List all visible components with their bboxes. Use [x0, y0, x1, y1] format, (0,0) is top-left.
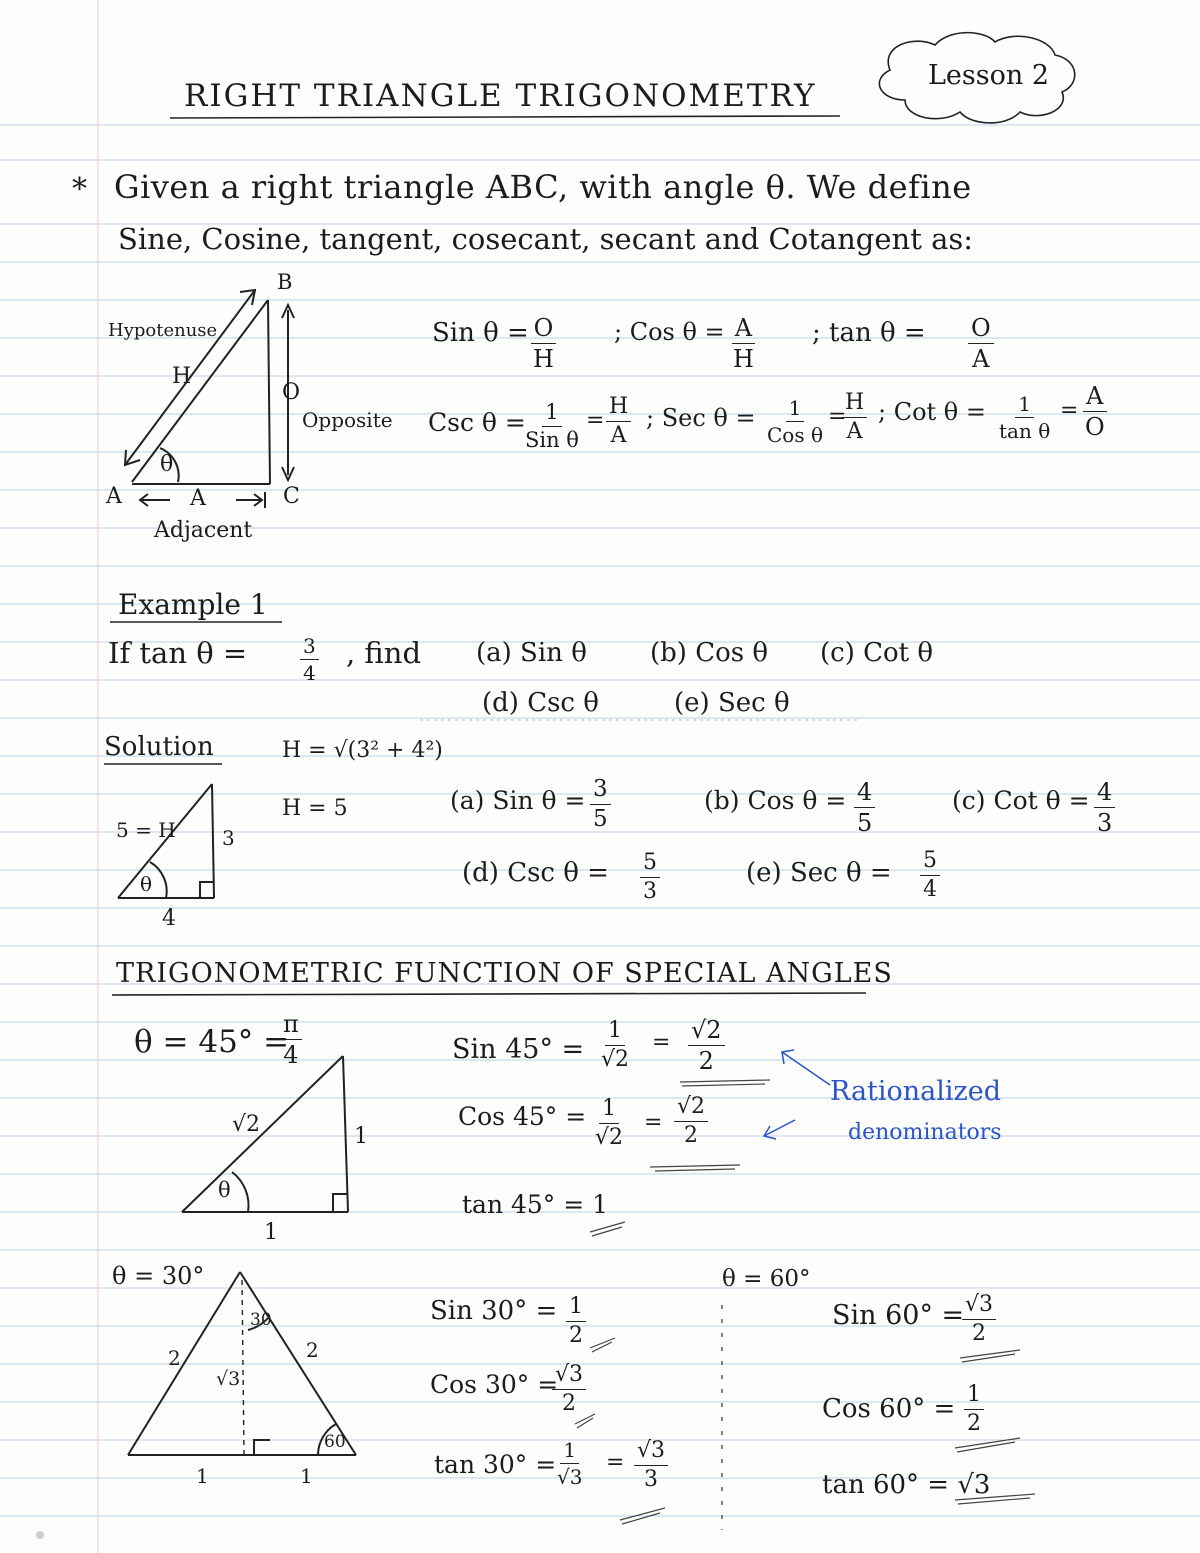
cot-def-lhs: ; Cot θ = — [878, 398, 986, 426]
angle-45-label: θ = 45° = — [134, 1024, 290, 1060]
sol-c-num: 4 — [1094, 780, 1115, 808]
special-heading: TRIGONOMETRIC FUNCTION OF SPECIAL ANGLES — [116, 958, 893, 989]
angle-30-label: θ = 30° — [112, 1262, 205, 1290]
tan30-den2: 3 — [644, 1467, 658, 1492]
tan-def-frac — [968, 316, 994, 371]
cos30-lhs: Cos 30° = — [430, 1370, 559, 1399]
rationalized-label-1: Rationalized — [830, 1076, 1002, 1107]
sol-d-frac — [640, 852, 660, 903]
bullet-star: * — [72, 172, 87, 207]
sol-b-num: 4 — [854, 780, 875, 808]
vertex-b: B — [277, 270, 293, 294]
sol-b-den: 5 — [857, 809, 873, 837]
cot-def-frac2 — [1082, 384, 1108, 439]
cos45-eq: = — [644, 1110, 663, 1135]
tan30-num: 1 — [560, 1440, 579, 1464]
cos60-lhs: Cos 60° = — [822, 1394, 956, 1424]
pi-den: 4 — [283, 1041, 299, 1069]
cot-def-den2: O — [1085, 413, 1105, 441]
csc-def-den: Sin θ — [525, 428, 579, 452]
example-part-c: (c) Cot θ — [820, 638, 934, 668]
sol-a-lhs: (a) Sin θ = — [450, 786, 586, 815]
cos45-frac2 — [674, 1096, 708, 1147]
cos30-frac — [552, 1364, 586, 1415]
sec-def-den: Cos θ — [767, 423, 824, 447]
rationalized-label-2: denominators — [848, 1120, 1002, 1145]
hypotenuse-label: Hypotenuse — [108, 320, 218, 341]
sec-def-den2: A — [846, 419, 863, 444]
cos45-num: 1 — [599, 1098, 619, 1124]
sin-def-lhs: Sin θ = — [432, 318, 529, 348]
tan30-eq: = — [606, 1450, 625, 1475]
cos30-num: √3 — [552, 1364, 586, 1390]
tri-30-label: 30 — [250, 1310, 272, 1330]
sol-a-den: 5 — [593, 806, 608, 832]
csc-def-num2: H — [606, 396, 631, 422]
solution-h-value: H = 5 — [282, 796, 348, 821]
sol-c-den: 3 — [1097, 809, 1113, 837]
cos-def-num: A — [732, 316, 755, 344]
sin60-num: √3 — [962, 1294, 996, 1320]
vertex-a: A — [106, 484, 122, 509]
sin30-frac — [566, 1296, 586, 1347]
sin45-num2: √2 — [688, 1018, 725, 1046]
cos-def-frac — [730, 316, 757, 371]
sol-d-num: 5 — [640, 852, 660, 878]
rationalized-arrows — [764, 1050, 830, 1139]
sec-def-frac1 — [764, 398, 826, 445]
special-underline — [112, 993, 866, 995]
cos-def-den: H — [733, 345, 754, 373]
lesson-label: Lesson 2 — [928, 60, 1050, 91]
sol-b-lhs: (b) Cos θ = — [704, 786, 847, 815]
solution-h-formula: H = √(3² + 4²) — [282, 738, 443, 763]
tri-base-1b: 1 — [300, 1464, 313, 1488]
tri45-hyp: √2 — [232, 1112, 261, 1137]
sol-a-num: 3 — [590, 778, 611, 805]
sin-def-num: O — [531, 316, 557, 344]
sin-def-frac — [530, 316, 557, 371]
cot-def-eq: = — [1060, 398, 1079, 423]
sol-d-den: 3 — [643, 879, 657, 904]
example-tan-num: 3 — [300, 636, 319, 660]
sol-tri-hyp: 5 = H — [116, 818, 176, 842]
cot-def-num2: A — [1083, 384, 1106, 412]
sol-e-frac — [920, 850, 940, 901]
sin30-num: 1 — [566, 1296, 586, 1322]
tan-def-num: O — [968, 316, 994, 344]
tri-60-label: 60 — [324, 1432, 346, 1452]
cos45-num2: √2 — [674, 1096, 708, 1122]
sin45-eq: = — [652, 1030, 671, 1055]
sin30-den: 2 — [569, 1323, 583, 1348]
adjacent-label: Adjacent — [154, 518, 253, 543]
sin30-lhs: Sin 30° = — [430, 1296, 558, 1326]
csc-def-frac2 — [606, 396, 631, 447]
cos45-frac1 — [592, 1098, 626, 1149]
csc-def-eq: = — [586, 408, 605, 433]
sol-d-lhs: (d) Csc θ = — [462, 858, 609, 888]
sin60-den: 2 — [972, 1321, 986, 1346]
tri-side-2a: 2 — [168, 1346, 181, 1370]
sol-c-lhs: (c) Cot θ = — [952, 786, 1090, 815]
cos45-lhs: Cos 45° = — [458, 1102, 587, 1131]
tan30-frac1 — [554, 1440, 585, 1487]
cos45-den: √2 — [595, 1125, 624, 1150]
tri-side-2b: 2 — [306, 1338, 319, 1362]
sin45-num: 1 — [605, 1020, 625, 1046]
tri-base-1a: 1 — [196, 1464, 209, 1488]
opp-letter: O — [282, 380, 301, 405]
tan-def-den: A — [972, 345, 990, 373]
sol-tri-adj: 4 — [162, 906, 176, 931]
punch-hole — [36, 1531, 44, 1539]
sol-e-den: 4 — [923, 877, 937, 902]
title-underline — [170, 116, 840, 118]
sol-e-num: 5 — [920, 850, 940, 876]
sec-def-eq: = — [828, 404, 847, 429]
example-find: , find — [346, 636, 422, 670]
cos45-den2: 2 — [684, 1123, 698, 1148]
sin45-frac2 — [688, 1018, 725, 1073]
example-part-d: (d) Csc θ — [482, 688, 599, 718]
cos30-den: 2 — [562, 1391, 576, 1416]
example-tan-frac — [300, 636, 319, 683]
example-heading: Example 1 — [118, 588, 268, 621]
angle-60-label: θ = 60° — [722, 1266, 811, 1292]
sec-def-lhs: ; Sec θ = — [646, 404, 756, 432]
cos60-frac — [964, 1384, 984, 1435]
sol-tri-opp: 3 — [222, 826, 235, 850]
opposite-label: Opposite — [302, 408, 393, 432]
sol-b-frac — [854, 780, 875, 835]
sin45-frac1 — [598, 1020, 632, 1071]
csc-def-frac1 — [522, 402, 582, 451]
tri45-adj: 1 — [264, 1220, 278, 1245]
cot-def-den: tan θ — [999, 419, 1051, 443]
cot-def-frac1 — [996, 394, 1053, 441]
sol-e-lhs: (e) Sec θ = — [746, 858, 892, 888]
sin60-lhs: Sin 60° = — [832, 1300, 965, 1331]
tri45-opp: 1 — [354, 1124, 368, 1149]
sec-def-num: 1 — [786, 398, 805, 422]
sin60-frac — [962, 1294, 996, 1345]
cos-def-lhs: ; Cos θ = — [614, 318, 725, 346]
tri45-theta: θ — [218, 1178, 231, 1202]
pi-over-4 — [280, 1012, 302, 1067]
example-tan-den: 4 — [303, 661, 316, 685]
tan30-den: √3 — [557, 1465, 583, 1489]
tan30-lhs: tan 30° = — [434, 1450, 557, 1479]
cos60-den: 2 — [967, 1411, 981, 1436]
tan45: tan 45° = 1 — [462, 1190, 609, 1219]
tan60: tan 60° = √3 — [822, 1470, 991, 1500]
sin45-den: √2 — [601, 1047, 630, 1072]
sin-def-den: H — [533, 345, 554, 373]
intro-line-1: Given a right triangle ABC, with angle θ. We define — [114, 168, 972, 206]
tan-def-lhs: ; tan θ = — [812, 318, 926, 348]
sol-a-frac — [590, 778, 611, 831]
theta-label: θ — [160, 452, 174, 477]
csc-def-num: 1 — [542, 402, 561, 427]
triangle-45 — [182, 1056, 348, 1212]
example-part-e: (e) Sec θ — [674, 688, 790, 718]
solution-heading: Solution — [104, 732, 214, 762]
sin45-den2: 2 — [698, 1047, 714, 1075]
tan30-num2: √3 — [634, 1440, 668, 1466]
csc-def-den2: A — [610, 423, 627, 448]
page-title: RIGHT TRIANGLE TRIGONOMETRY — [184, 78, 817, 114]
hyp-letter: H — [172, 364, 192, 389]
sec-def-frac2 — [842, 392, 867, 443]
intro-line-2: Sine, Cosine, tangent, cosecant, secant and Cotangent as: — [118, 222, 974, 256]
pi-symbol: π — [280, 1012, 302, 1040]
adj-letter: A — [190, 486, 206, 511]
csc-def-lhs: Csc θ = — [428, 408, 526, 437]
sec-def-num2: H — [842, 392, 867, 418]
cot-def-num: 1 — [1015, 394, 1034, 418]
example-part-b: (b) Cos θ — [650, 638, 769, 668]
tan30-frac2 — [634, 1440, 668, 1491]
tri-sqrt3: √3 — [216, 1368, 241, 1390]
cos60-num: 1 — [964, 1384, 984, 1410]
sol-c-frac — [1094, 780, 1115, 835]
sin45-lhs: Sin 45° = — [452, 1034, 585, 1065]
vertex-c: C — [283, 484, 300, 509]
example-part-a: (a) Sin θ — [476, 638, 587, 668]
sol-tri-theta: θ — [140, 872, 153, 896]
example-if: If tan θ = — [108, 636, 248, 670]
